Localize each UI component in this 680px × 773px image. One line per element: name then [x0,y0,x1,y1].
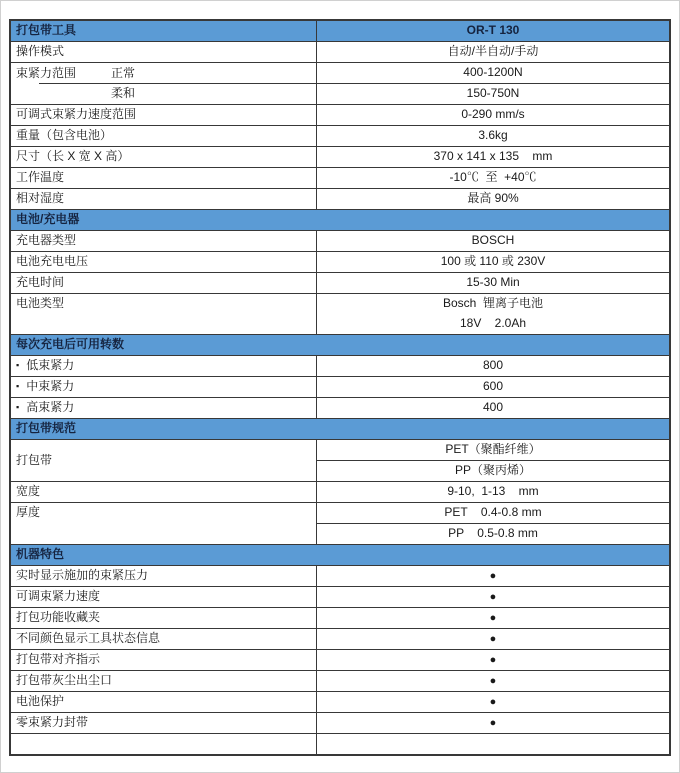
spec-value: 18V 2.0Ah [317,314,669,335]
spec-label: 厚度 [11,503,317,545]
row-feature-3 [11,629,669,650]
section-strap-spec [11,419,669,440]
spec-value: BOSCH [317,231,669,252]
table-title: 打包带工具 [11,21,317,42]
feature-label: 可调束紧力速度 [11,587,317,608]
row-operation-mode [11,42,669,63]
spec-label: 操作模式 [11,42,317,63]
dot-icon: ● [489,717,497,730]
feature-label: 打包功能收藏夹 [11,608,317,629]
row-cycles-low [11,356,669,377]
spec-value: 400-1200N [317,63,669,84]
spec-value: -10℃ 至 +40℃ [317,168,669,189]
model-number: OR-T 130 [317,21,669,42]
cycles-high-label: 高束紧力 [26,400,75,415]
row-feature-6 [11,692,669,713]
row-feature-2 [11,608,669,629]
tension-range-label: 束紧力范围 [16,65,77,80]
section-features [11,545,669,566]
dot-icon: ● [489,612,497,625]
feature-label: 打包带对齐指示 [11,650,317,671]
row-feature-1 [11,587,669,608]
feature-label: 实时显示施加的束紧压力 [11,566,317,587]
cycles-low-label: 低束紧力 [26,358,75,373]
row-tension-range-normal [11,63,669,84]
spec-label: 充电时间 [11,273,317,294]
row-humidity [11,189,669,210]
row-feature-5 [11,671,669,692]
tension-soft-label: 柔和 [11,84,317,105]
row-dimensions [11,147,669,168]
row-feature-7 [11,713,669,734]
section-header: 电池/充电器 [11,210,669,231]
spec-label [11,63,317,84]
dot-icon: ● [489,654,497,667]
spec-value: 150-750N [317,84,669,105]
spec-label: 重量（包含电池） [11,126,317,147]
title-row [11,21,669,42]
feature-included [317,671,669,692]
spec-label: 工作温度 [11,168,317,189]
section-header: 打包带规范 [11,419,669,440]
spec-value: PP 0.5-0.8 mm [317,524,669,545]
spec-label [11,356,317,377]
spec-value: 0-290 mm/s [317,105,669,126]
spec-value: 9-10, 1-13 mm [317,482,669,503]
feature-included [317,629,669,650]
row-charger-type [11,231,669,252]
dot-icon: ● [489,591,497,604]
row-cycles-high [11,398,669,419]
feature-included [317,587,669,608]
row-battery-type [11,294,669,314]
section-cycles [11,335,669,356]
row-strap-width [11,482,669,503]
spec-label: 打包带 [11,440,317,482]
dot-icon: ● [489,696,497,709]
cycles-mid-label: 中束紧力 [26,379,75,394]
row-charge-voltage [11,252,669,273]
spec-value: 400 [317,398,669,419]
spec-value: Bosch 锂离子电池 [442,296,544,311]
spec-label: 电池类型 [11,294,317,335]
spec-table [9,19,671,756]
row-weight [11,126,669,147]
dot-icon: ● [489,675,497,688]
row-operating-temp [11,168,669,189]
spec-value: 最高 90% [317,189,669,210]
dot-icon: ● [489,570,497,583]
row-feature-0 [11,566,669,587]
row-strap-pet [11,440,669,461]
spec-value: 800 [317,356,669,377]
dot-icon: ● [489,633,497,646]
bullet-icon: ▪ [16,381,20,392]
spec-label: 电池充电电压 [11,252,317,273]
feature-label: 打包带灰尘出尘口 [11,671,317,692]
spec-label: 尺寸（长 X 宽 X 高） [11,147,317,168]
spec-value: 100 或 110 或 230V [317,252,669,273]
spec-label: 相对湿度 [11,189,317,210]
row-cycles-mid [11,377,669,398]
section-battery [11,210,669,231]
feature-included [317,608,669,629]
section-header: 机器特色 [11,545,669,566]
spec-value: 3.6kg [317,126,669,147]
section-header: 每次充电后可用转数 [11,335,669,356]
empty-row [11,734,669,754]
empty-cell [11,734,317,754]
spec-value: 自动/半自动/手动 [317,42,669,63]
feature-included [317,650,669,671]
spec-label [11,377,317,398]
spec-value: 370 x 141 x 135 mm [317,147,669,168]
feature-included [317,692,669,713]
spec-label: 充电器类型 [11,231,317,252]
spec-value: PET（聚酯纤维） [317,440,669,461]
feature-included [317,566,669,587]
spec-label: 可调式束紧力速度范围 [11,105,317,126]
spec-label [11,398,317,419]
spec-value: 15-30 Min [317,273,669,294]
feature-label: 零束紧力封带 [11,713,317,734]
row-feature-4 [11,650,669,671]
bullet-icon: ▪ [16,402,20,413]
row-speed-range [11,105,669,126]
spec-value: 600 [317,377,669,398]
feature-label: 电池保护 [11,692,317,713]
spec-label: 宽度 [11,482,317,503]
feature-included [317,713,669,734]
bullet-icon: ▪ [16,360,20,371]
row-thickness-pet [11,503,669,524]
tension-normal-label: 正常 [111,65,136,80]
spec-value: PP（聚丙烯） [317,461,669,482]
row-charge-time [11,273,669,294]
spec-value: PET 0.4-0.8 mm [317,503,669,524]
empty-cell [317,734,669,754]
feature-label: 不同颜色显示工具状态信息 [11,629,317,650]
row-tension-range-soft [11,84,669,105]
